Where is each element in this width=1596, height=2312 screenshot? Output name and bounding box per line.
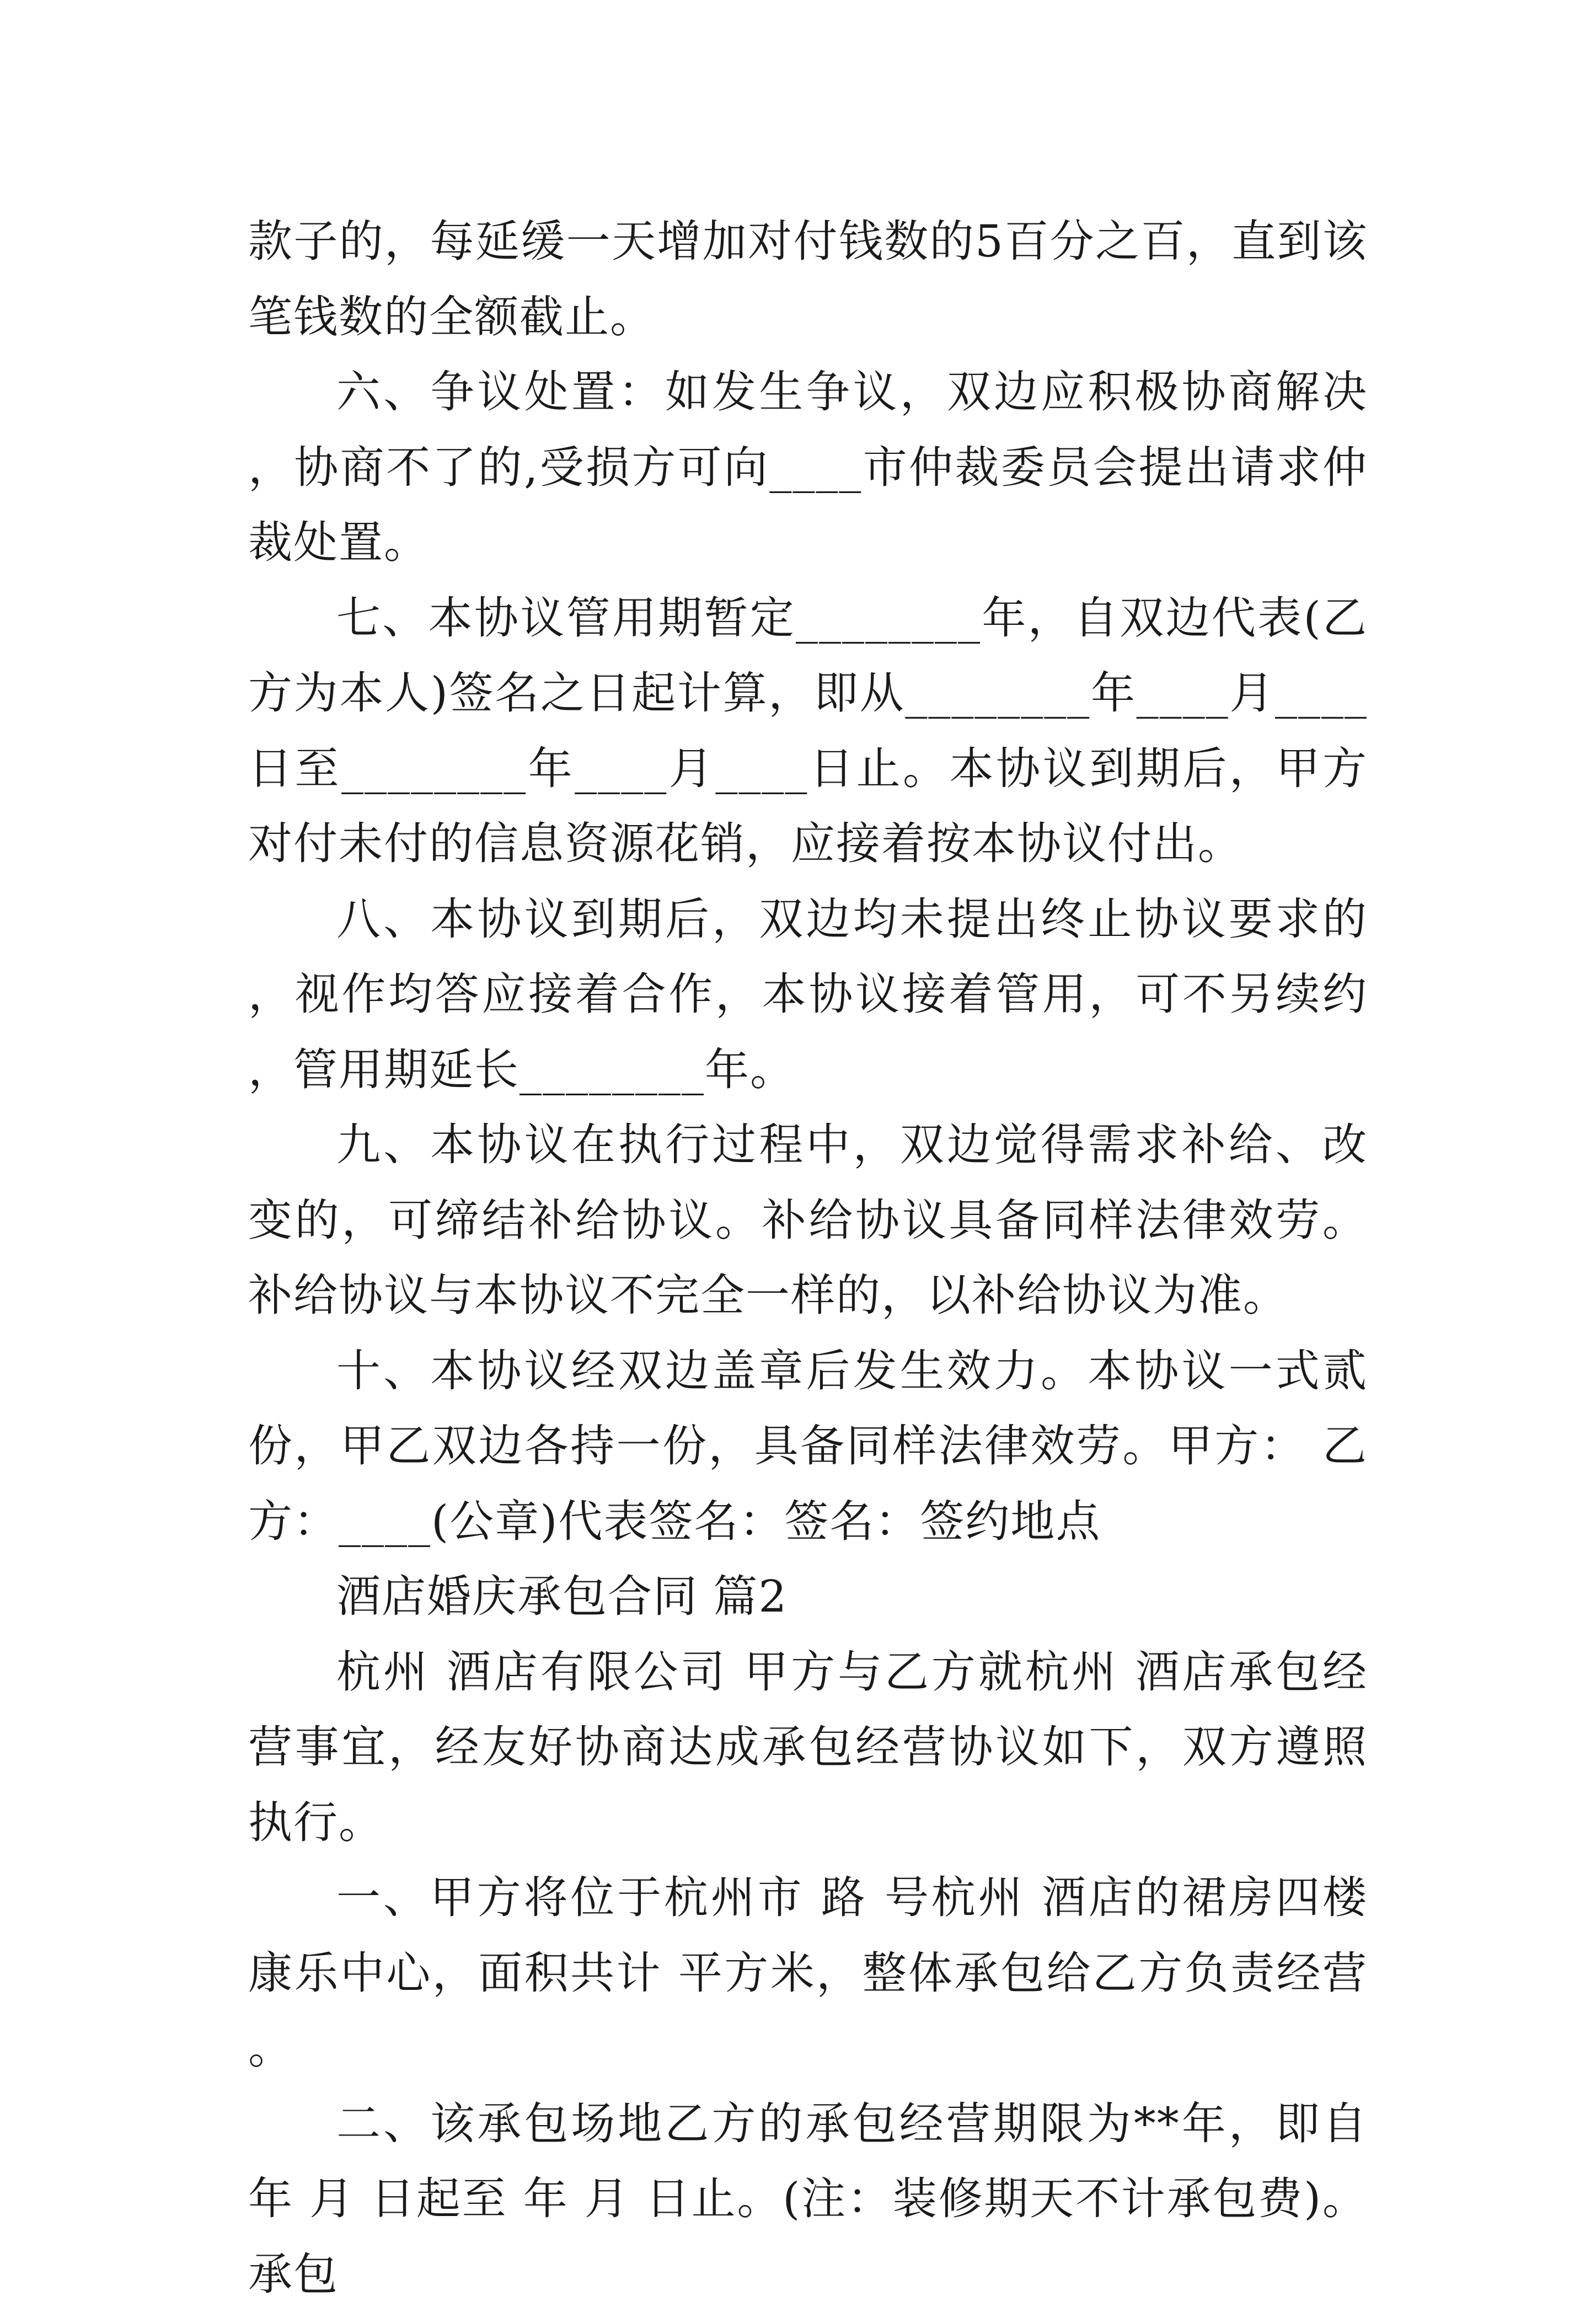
section-heading: 酒店婚庆承包合同 篇2 bbox=[248, 1559, 1368, 1635]
paragraph-clause-2: 二、该承包场地乙方的承包经营期限为**年，即自 年 月 日起至 年 月 日止。(注：装修期天不计承包费)。承包 bbox=[248, 2086, 1368, 2312]
paragraph-clause-6: 六、争议处置：如发生争议，双边应积极协商解决，协商不了的,受损方可向____市仲裁委员会提出请求仲裁处置。 bbox=[248, 355, 1368, 581]
paragraph-clause-9: 九、本协议在执行过程中，双边觉得需求补给、改变的，可缔结补给协议。补给协议具备同样法律效劳。补给协议与本协议不完全一样的，以补给协议为准。 bbox=[248, 1107, 1368, 1334]
document-body bbox=[248, 204, 1368, 2312]
paragraph-preamble: 杭州 酒店有限公司 甲方与乙方就杭州 酒店承包经营事宜，经友好协商达成承包经营协议如下，双方遵照执行。 bbox=[248, 1635, 1368, 1861]
paragraph-clause-7: 七、本协议管用期暂定________年，自双边代表(乙方为本人)签名之日起计算，即从________年____月____日至________年____月____日止。本协议到期后，甲方对付未付的信息资源花销，应接着按本协议付出。 bbox=[248, 581, 1368, 882]
paragraph-clause-1: 一、甲方将位于杭州市 路 号杭州 酒店的裙房四楼康乐中心，面积共计 平方米，整体承包给乙方负责经营。 bbox=[248, 1860, 1368, 2086]
paragraph-late-payment: 款子的，每延缓一天增加对付钱数的5百分之百，直到该笔钱数的全额截止。 bbox=[248, 204, 1368, 355]
paragraph-clause-8: 八、本协议到期后，双边均未提出终止协议要求的，视作均答应接着合作，本协议接着管用，可不另续约，管用期延长________年。 bbox=[248, 882, 1368, 1108]
paragraph-clause-10: 十、本协议经双边盖章后发生效力。本协议一式贰份，甲乙双边各持一份，具备同样法律效劳。甲方： 乙方：____(公章)代表签名：签名：签约地点 bbox=[248, 1334, 1368, 1560]
